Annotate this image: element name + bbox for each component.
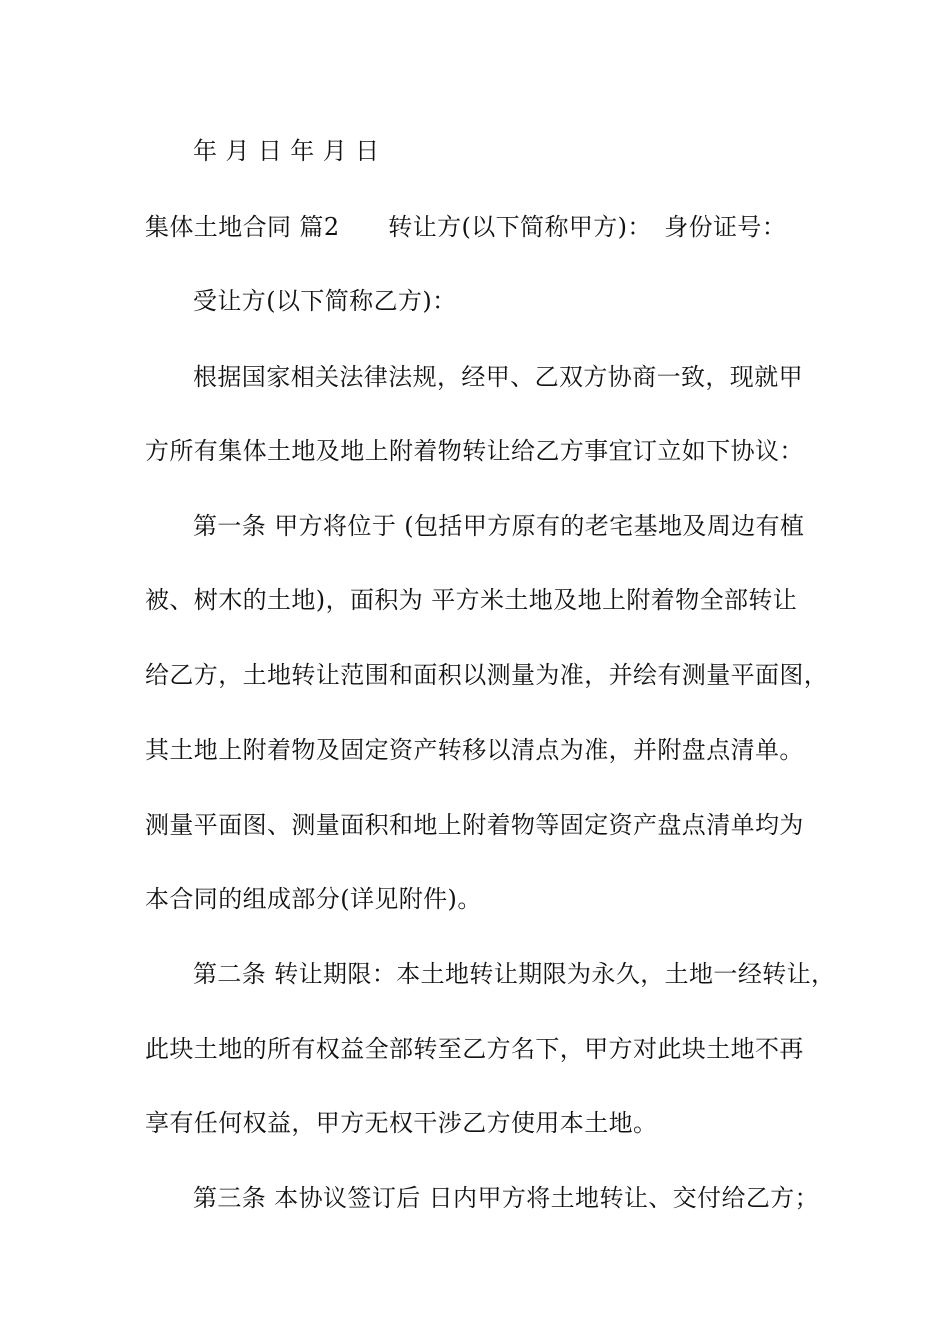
paragraph-line: 测量平面图、测量面积和地上附着物等固定资产盘点清单均为 — [145, 811, 804, 839]
paragraph-line: 享有任何权益，甲方无权干涉乙方使用本土地。 — [145, 1109, 658, 1137]
paragraph-line: 根据国家相关法律法规，经甲、乙双方协商一致，现就甲 — [193, 363, 803, 391]
paragraph-line: 被、树木的土地)，面积为 平方米土地及地上附着物全部转让 — [145, 586, 798, 614]
paragraph-line: 给乙方，土地转让范围和面积以测量为准，并绘有测量平面图， — [145, 661, 829, 689]
article-2-line: 第二条 转让期限：本土地转让期限为永久，土地一经转让， — [193, 960, 836, 988]
paragraph-line: 本合同的组成部分(详见附件)。 — [145, 885, 482, 913]
article-3-line: 第三条 本协议签订后 日内甲方将土地转让、交付给乙方； — [193, 1184, 820, 1212]
paragraph-line: 此块土地的所有权益全部转至乙方名下，甲方对此块土地不再 — [145, 1035, 804, 1063]
transferee-line: 受让方(以下简称乙方)： — [193, 287, 457, 315]
paragraph-line: 其土地上附着物及固定资产转移以清点为准，并附盘点清单。 — [145, 736, 804, 764]
date-line: 年 月 日 年 月 日 — [193, 137, 380, 165]
paragraph-line: 方所有集体土地及地上附着物转让给乙方事宜订立如下协议： — [145, 437, 804, 465]
article-1-line: 第一条 甲方将位于 (包括甲方原有的老宅基地及周边有植 — [193, 512, 805, 540]
section-heading-line: 集体土地合同 篇2 转让方(以下简称甲方)： 身份证号： — [145, 213, 787, 241]
